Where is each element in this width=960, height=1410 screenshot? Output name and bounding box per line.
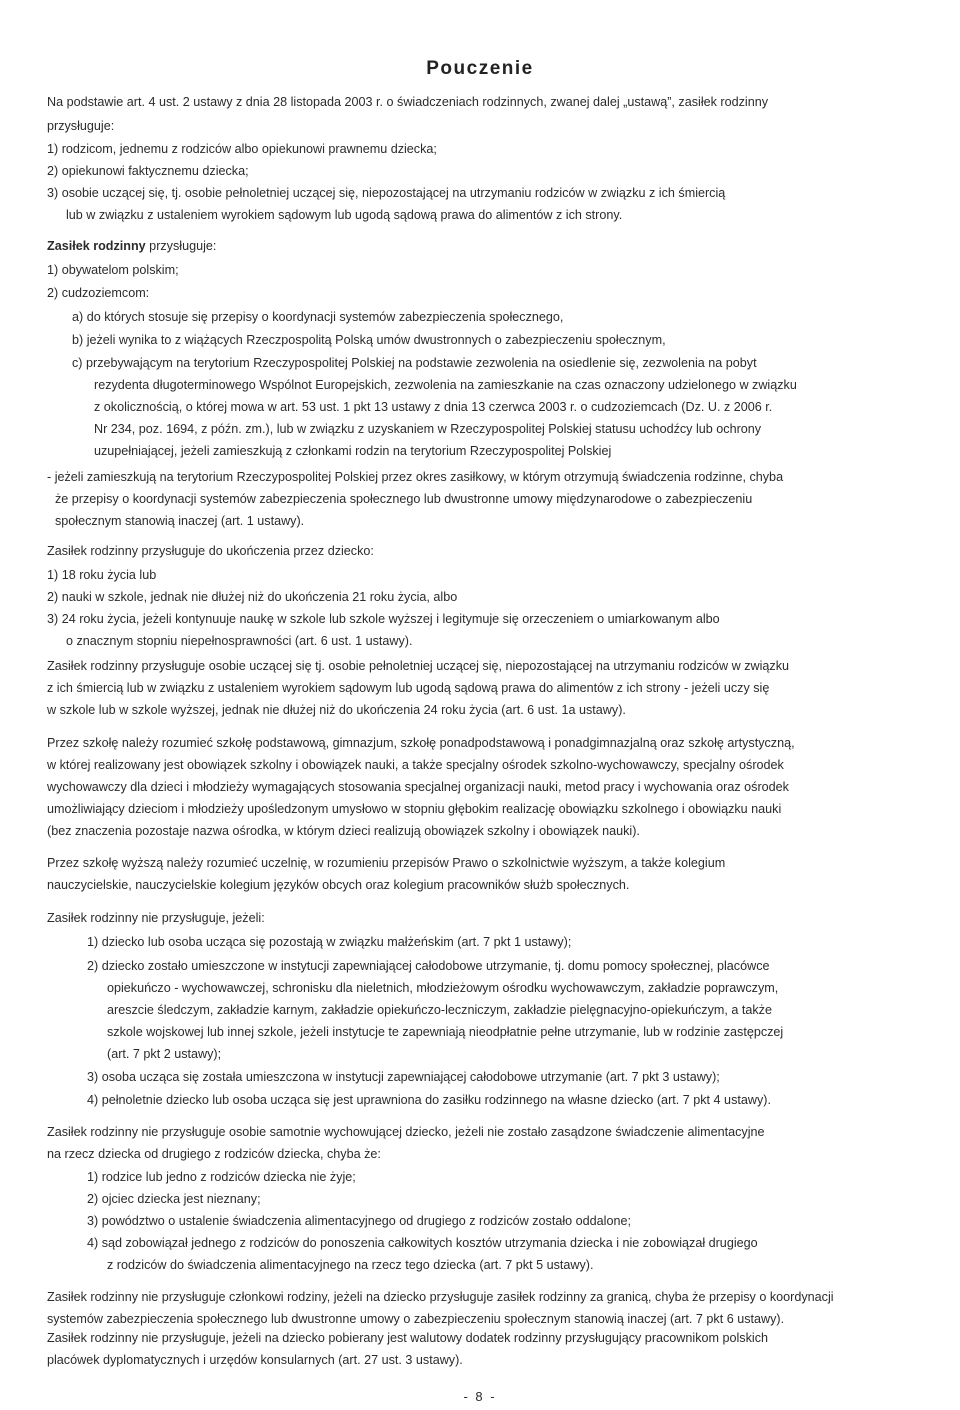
- list-item-continuation: (art. 7 pkt 2 ustawy);: [107, 1047, 222, 1061]
- page-title: Pouczenie: [426, 58, 534, 79]
- sub-list-item: c) przebywającym na terytorium Rzeczypospolitej Polskiej na podstawie zezwolenia na osiedlenie się, zezwolenia na pobyt: [72, 356, 757, 370]
- list-item-continuation: areszcie śledczym, zakładzie karnym, zakładzie opiekuńczo-leczniczym, zakładzie pielęgnacyjno-opiekuńczym, a także: [107, 1003, 772, 1017]
- paragraph-line: Przez szkołę należy rozumieć szkołę podstawową, gimnazjum, szkołę ponadpodstawową i ponadgimnazjalną oraz szkołę artystyczną,: [47, 736, 795, 750]
- paragraph-line: nauczycielskie, nauczycielskie kolegium języków obcych oraz kolegium pracowników służb społecznych.: [47, 878, 630, 892]
- heading-bold: Zasiłek rodzinny: [47, 239, 146, 253]
- list-item: 4) pełnoletnie dziecko lub osoba ucząca się jest uprawniona do zasiłku rodzinnego na własne dziecko (art. 7 pkt 4 ustawy).: [87, 1093, 771, 1107]
- list-item-continuation: szkole wojskowej lub innej szkole, jeżeli instytucje te zapewniają nieodpłatnie pełne utrzymanie, lub w rodzinie zastępczej: [107, 1025, 784, 1039]
- list-item: 3) osoba ucząca się została umieszczona w instytucji zapewniającej całodobowe utrzymanie (art. 7 pkt 3 ustawy);: [87, 1070, 720, 1084]
- paragraph-line: systemów zabezpieczenia społecznego lub dwustronne umowy o zabezpieczeniu społecznym stanowią inaczej (art. 7 pkt 6 ustawy).: [47, 1312, 785, 1326]
- paragraph-line: Zasiłek rodzinny przysługuje osobie uczącej się tj. osobie pełnoletniej uczącej się, niepozostającej na utrzymaniu rodziców w związku: [47, 659, 790, 673]
- sub-list-item-continuation: Nr 234, poz. 1694, z późn. zm.), lub w związku z uzyskaniem w Rzeczypospolitej Polskiej statusu uchodźcy lub ochrony: [94, 422, 762, 436]
- intro-line: przysługuje:: [47, 119, 115, 133]
- intro-list-item-continuation: lub w związku z ustaleniem wyrokiem sądowym lub ugodą sądową prawa do alimentów z ich strony.: [66, 208, 623, 222]
- intro-list-item: 2) opiekunowi faktycznemu dziecka;: [47, 164, 249, 178]
- sub-list-item-continuation: uzupełniającej, jeżeli zamieszkują z członkami rodzin na terytorium Rzeczypospolitej Polskiej: [94, 444, 612, 458]
- list-item: 2) dziecko zostało umieszczone w instytucji zapewniającej całodobowe utrzymanie, tj. domu pomocy społecznej, placówce: [87, 959, 770, 973]
- list-item-continuation: o znacznym stopniu niepełnosprawności (art. 6 ust. 1 ustawy).: [66, 634, 413, 648]
- sub-list-item-continuation: rezydenta długoterminowego Wspólnot Europejskich, zezwolenia na zamieszkanie na czas oznaczony udzielonego w związku: [94, 378, 797, 392]
- paragraph-line: Zasiłek rodzinny nie przysługuje członkowi rodziny, jeżeli na dziecko przysługuje zasiłek rodzinny za granicą, chyba że przepisy o koordynacji: [47, 1290, 834, 1304]
- paragraph-line: Zasiłek rodzinny nie przysługuje osobie samotnie wychowującej dziecko, jeżeli nie zostało zasądzone świadczenie alimentacyjne: [47, 1125, 765, 1139]
- list-item: 3) powództwo o ustalenie świadczenia alimentacyjnego od drugiego z rodziców zostało oddalone;: [87, 1214, 631, 1228]
- paragraph-line: w której realizowany jest obowiązek szkolny i obowiązek nauki, a także specjalny ośrodek szkolno-wychowawczy, specjalny ośrodek: [47, 758, 784, 772]
- heading-rest: przysługuje:: [145, 239, 217, 253]
- paragraph-line: Zasiłek rodzinny nie przysługuje, jeżeli na dziecko pobierany jest walutowy dodatek rodzinny przysługujący pracownikom polskich: [47, 1331, 768, 1345]
- section-heading: Zasiłek rodzinny przysługuje do ukończenia przez dziecko:: [47, 544, 374, 558]
- intro-list-item: 1) rodzicom, jednemu z rodziców albo opiekunowi prawnemu dziecka;: [47, 142, 437, 156]
- paragraph-line: w szkole lub w szkole wyższej, jednak nie dłużej niż do ukończenia 24 roku życia (art. 6 ust. 1a ustawy).: [47, 703, 626, 717]
- list-item: 2) nauki w szkole, jednak nie dłużej niż do ukończenia 21 roku życia, albo: [47, 590, 458, 604]
- list-item: 1) dziecko lub osoba ucząca się pozostają w związku małżeńskim (art. 7 pkt 1 ustawy);: [87, 935, 572, 949]
- list-item: 1) rodzice lub jedno z rodziców dziecka nie żyje;: [87, 1170, 356, 1184]
- list-item-continuation: opiekuńczo - wychowawczej, schronisku dla nieletnich, młodzieżowym ośrodku wychowawczym, zakładzie poprawczym,: [107, 981, 779, 995]
- list-item: 1) obywatelom polskim;: [47, 263, 179, 277]
- paragraph-line: że przepisy o koordynacji systemów zabezpieczenia społecznego lub dwustronne umowy międzynarodowe o zabezpieczeniu: [55, 492, 753, 506]
- sub-list-item-continuation: z okolicznością, o której mowa w art. 53 ust. 1 pkt 13 ustawy z dnia 13 czerwca 2003 r. o cudzoziemcach (Dz. U. z 2006 r.: [94, 400, 773, 414]
- section-heading: Zasiłek rodzinny nie przysługuje, jeżeli:: [47, 911, 265, 925]
- intro-list-item: 3) osobie uczącej się, tj. osobie pełnoletniej uczącej się, niepozostającej na utrzymaniu rodziców w związku z ich śmiercią: [47, 186, 726, 200]
- paragraph-line: z ich śmiercią lub w związku z ustaleniem wyrokiem sądowym lub ugodą sądową prawa do alimentów z ich strony - jeżeli uczy się: [47, 681, 770, 695]
- paragraph-line: (bez znaczenia pozostaje nazwa ośrodka, w którym dzieci realizują obowiązek szkolny i obowiązek nauki).: [47, 824, 640, 838]
- paragraph-line: - jeżeli zamieszkują na terytorium Rzeczypospolitej Polskiej przez okres zasiłkowy, w którym otrzymują świadczenia rodzinne, chyba: [47, 470, 784, 484]
- list-item: 1) 18 roku życia lub: [47, 568, 157, 582]
- sub-list-item: a) do których stosuje się przepisy o koordynacji systemów zabezpieczenia społecznego,: [72, 310, 564, 324]
- paragraph-line: placówek dyplomatycznych i urzędów konsularnych (art. 27 ust. 3 ustawy).: [47, 1353, 463, 1367]
- list-item: 3) 24 roku życia, jeżeli kontynuuje naukę w szkole lub szkole wyższej i legitymuje się orzeczeniem o umiarkowanym albo: [47, 612, 720, 626]
- intro-line: Na podstawie art. 4 ust. 2 ustawy z dnia 28 listopada 2003 r. o świadczeniach rodzinnych, zwanej dalej „ustawą”, zasiłek rodzinny: [47, 95, 769, 109]
- paragraph-line: wychowawczy dla dzieci i młodzieży wymagających stosowania specjalnej organizacji nauki, metod pracy i wychowania oraz ośrodek: [47, 780, 789, 794]
- list-item-continuation: z rodziców do świadczenia alimentacyjnego na rzecz tego dziecka (art. 7 pkt 5 ustawy).: [107, 1258, 594, 1272]
- paragraph-line: na rzecz dziecka od drugiego z rodziców dziecka, chyba że:: [47, 1147, 381, 1161]
- paragraph-line: umożliwiający dzieciom i młodzieży upośledzonym umysłowo w stopniu głębokim realizację obowiązku szkolnego i obowiązku nauki: [47, 802, 782, 816]
- paragraph-line: społecznym stanowią inaczej (art. 1 ustawy).: [55, 514, 305, 528]
- section-heading: [47, 238, 216, 255]
- page-number: - 8 -: [463, 1389, 497, 1404]
- paragraph-line: Przez szkołę wyższą należy rozumieć uczelnię, w rozumieniu przepisów Prawo o szkolnictwie wyższym, a także kolegium: [47, 856, 726, 870]
- list-item: 2) cudzoziemcom:: [47, 286, 150, 300]
- list-item: 2) ojciec dziecka jest nieznany;: [87, 1192, 261, 1206]
- list-item: 4) sąd zobowiązał jednego z rodziców do ponoszenia całkowitych kosztów utrzymania dziecka i nie zobowiązał drugiego: [87, 1236, 758, 1250]
- sub-list-item: b) jeżeli wynika to z wiążących Rzeczpospolitą Polską umów dwustronnych o zabezpieczeniu społecznym,: [72, 333, 666, 347]
